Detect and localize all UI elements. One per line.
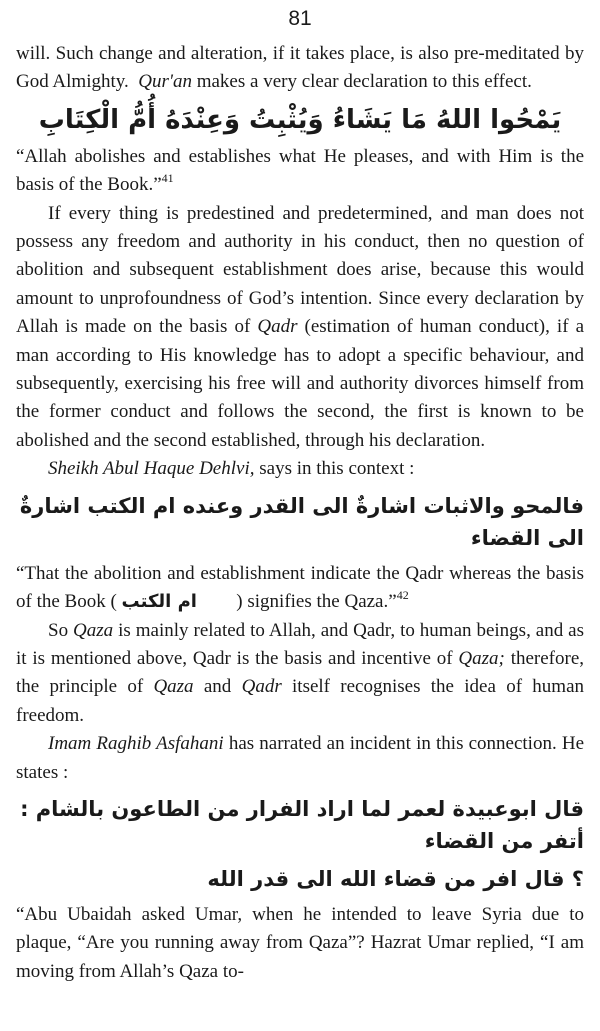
footnote-ref-41: 41 xyxy=(161,171,174,186)
page-number: 81 xyxy=(288,7,312,30)
paragraph-sheikh: Sheikh Abul Haque Dehlvi, says in this context : xyxy=(48,458,415,480)
italic-name: Sheikh Abul Haque Dehlvi, xyxy=(48,458,255,480)
paragraph-imam: Imam Raghib Asfahani has narrated an incident in this connection. He states : xyxy=(16,733,585,783)
arabic-verse: يَمْحُوا اللهُ مَا يَشَاءُ وَيُثْبِتُ وَعِنْدَهُ أُمُّ الْكِتَابِ xyxy=(38,104,562,135)
paragraph-translation-3: “Abu Ubaidah asked Umar, when he intended to leave Syria due to plaque, “Are you running away from Qaza”? Hazrat Umar replied, “I am moving from Allah’s Qaza to- xyxy=(16,903,584,982)
footnote-ref-42: 42 xyxy=(396,588,409,603)
italic-term: Qadr xyxy=(257,316,298,338)
paragraph-predestination: If every thing is predestined and predetermined, and man does not possess any freedom and authority in his conduct, then no question of abolition and subsequent establishment does arise, because this would amount to unprofoundness of God’s intention. Since every declaration by Allah is made on the basis of Qadr (estimation of human conduct), if a man according to His knowledge has to adopt a specific behaviour, and subsequently, exercising his free will and authority divorces himself from the former conduct and follows the second, the first is known to be abolished and the second established, through his declaration. xyxy=(16,202,585,451)
arabic-quote-umar: ؟ قال افر من قضاء الله الى قدر الله xyxy=(207,866,584,891)
paragraph-qaza-qadr: So Qaza is mainly related to Allah, and Qadr, to human beings, and as it is mentioned above, Qadr is the basis and incentive of Qaza; therefore, the principle of Qaza and Qadr itself recognises the idea of human freedom. xyxy=(16,619,585,726)
italic-name: Imam Raghib Asfahani xyxy=(48,733,224,755)
arabic-inline-term: ام الكتب xyxy=(121,591,197,613)
italic-term: Qur'an xyxy=(138,71,192,93)
quote-translation-2: “That the abolition and establishment indicate the Qadr whereas the basis of the Book ( ام الكتب ) signifies the Qaza.”$^{42}$ xyxy=(16,560,584,617)
quote-translation-1: “Allah abolishes and establishes what He pleases, and with Him is the basis of the Book.”$^{41}$ xyxy=(16,145,584,196)
arabic-quote-sheikh: فالمحو والاثبات اشارةٌ الى القدر وعنده ام الكتب اشارةٌ الى القضاء xyxy=(19,493,584,550)
arabic-quote-abu-ubaidah: قال ابوعبيدة لعمر لما اراد الفرار من الطاعون بالشام : أتفر من القضاء xyxy=(20,796,584,853)
paragraph-intro: will. Such change and alteration, if it takes place, is also pre-meditated by God Almighty. Qur'an makes a very clear declaration to this effect. xyxy=(16,43,584,93)
